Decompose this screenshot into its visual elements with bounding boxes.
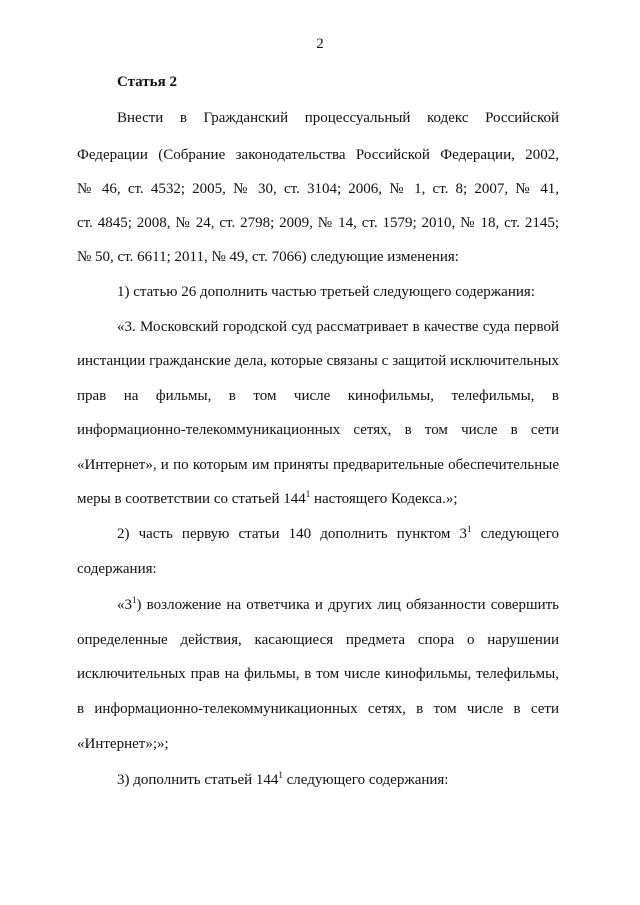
paragraph-line: Внести в Гражданский процессуальный кодекс Российской (117, 110, 559, 126)
amendment-item-1: 1) статью 26 дополнить частью третьей следующего содержания: (117, 284, 535, 300)
line-text: настоящего Кодекса.»; (310, 491, 458, 507)
paragraph-line: прав на фильмы, в том числе кинофильмы, телефильмы, в (77, 388, 559, 404)
paragraph-line: в информационно-телекоммуникационных сетях, в том числе в сети (77, 701, 559, 717)
paragraph-line: инстанции гражданские дела, которые связаны с защитой исключительных (77, 353, 559, 369)
line-text: 3) дополнить статьей 144 (117, 772, 279, 788)
superscript: 1 (278, 770, 283, 780)
paragraph-line: «3. Московский городской суд рассматривает в качестве суда первой (117, 319, 559, 335)
paragraph-line: Федерации (Собрание законодательства Российской Федерации, 2002, (77, 147, 559, 163)
amendment-item-3 (117, 772, 559, 789)
paragraph-line (77, 491, 559, 508)
paragraph-line (117, 597, 559, 614)
paragraph-line: исключительных прав на фильмы, в том числе кинофильмы, телефильмы, (77, 666, 559, 682)
line-text: ) возложение на ответчика и других лиц обязанности совершить (136, 597, 559, 613)
paragraph-line: ст. 4845; 2008, № 24, ст. 2798; 2009, № 14, ст. 1579; 2010, № 18, ст. 2145; (77, 215, 559, 231)
line-text: следующего (471, 526, 559, 542)
line-text: 2) часть первую статьи 140 дополнить пунктом 3 (117, 526, 467, 542)
paragraph-line: содержания: (77, 561, 157, 577)
paragraph-line: № 46, ст. 4532; 2005, № 30, ст. 3104; 2006, № 1, ст. 8; 2007, № 41, (77, 181, 559, 197)
superscript: 1 (305, 489, 311, 499)
line-text: «3 (117, 597, 132, 613)
superscript: 1 (132, 595, 137, 605)
article-title: Статья 2 (117, 74, 177, 90)
line-text: меры в соответствии со статьей 144 (77, 491, 306, 507)
superscript: 1 (466, 524, 472, 534)
line-text: следующего содержания: (282, 772, 449, 788)
page-number: 2 (316, 36, 324, 52)
paragraph-line: «Интернет»;»; (77, 736, 169, 752)
paragraph-line: «Интернет», и по которым им приняты предварительные обеспечительные (77, 457, 559, 473)
paragraph-line: информационно-телекоммуникационных сетях, в том числе в сети (77, 422, 559, 438)
paragraph-line: № 50, ст. 6611; 2011, № 49, ст. 7066) следующие изменения: (77, 249, 459, 265)
paragraph-line: определенные действия, касающиеся предмета спора о нарушении (77, 632, 559, 648)
amendment-item-2 (117, 526, 559, 543)
